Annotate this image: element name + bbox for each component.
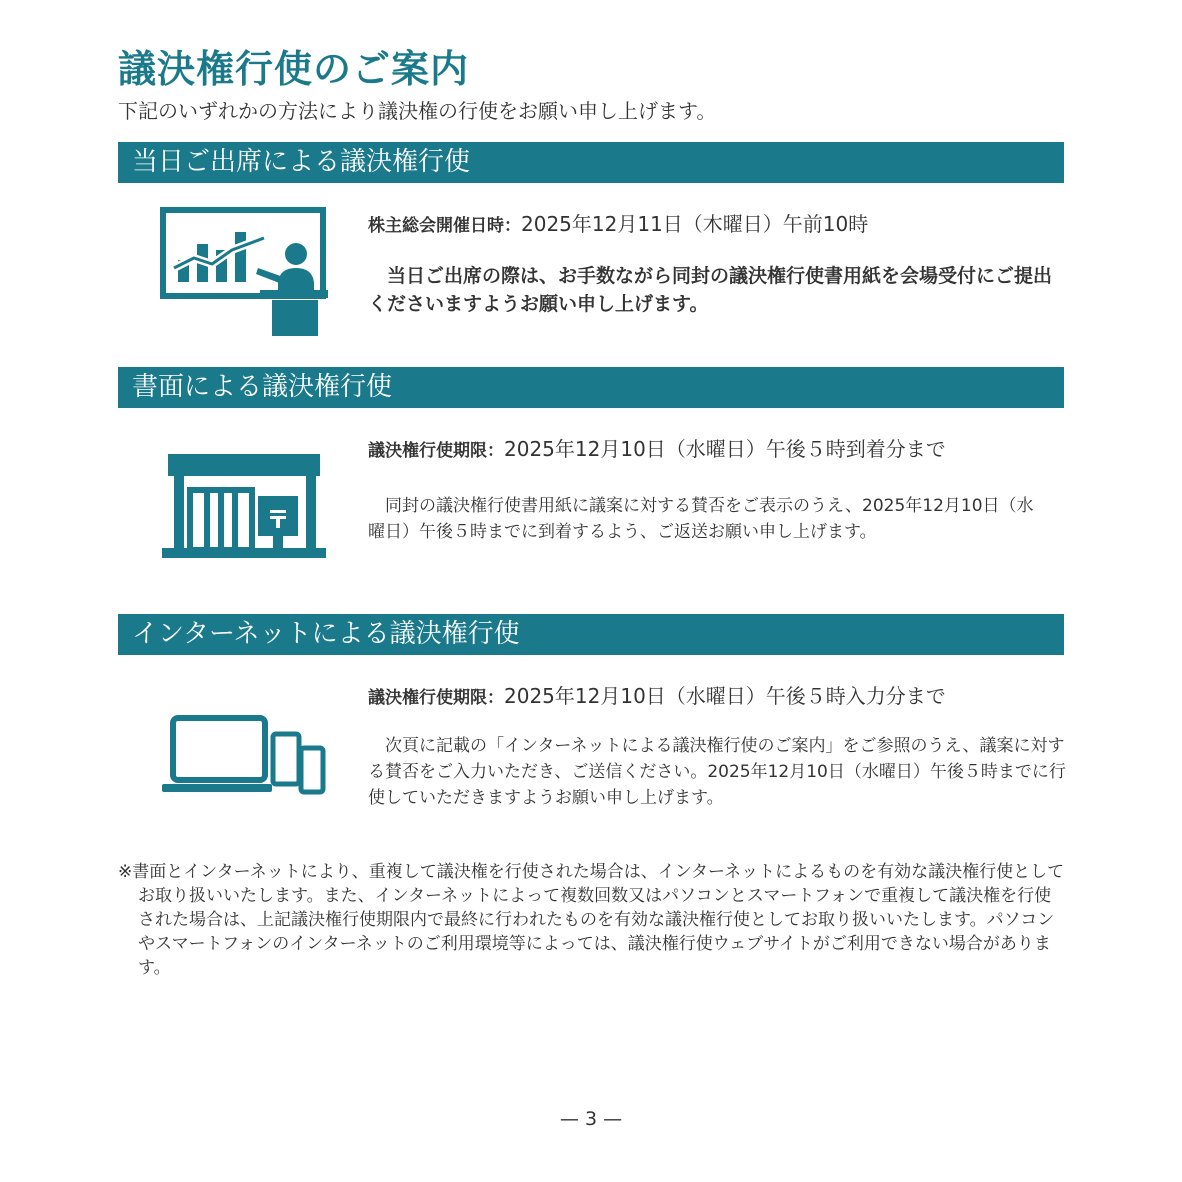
meeting-datetime bbox=[368, 208, 868, 237]
internet-deadline bbox=[368, 680, 946, 709]
section-heading-mail: 書面による議決権行使 bbox=[118, 367, 1064, 408]
mail-deadline bbox=[368, 433, 946, 462]
page-number: — 3 — bbox=[559, 1108, 623, 1130]
mail-deadline-value: 2025年12月10日（水曜日）午後５時到着分まで bbox=[504, 437, 946, 461]
section-heading-attendance: 当日ご出席による議決権行使 bbox=[118, 142, 1064, 183]
presentation-icon bbox=[160, 206, 332, 338]
mail-deadline-label: 議決権行使期限： bbox=[368, 441, 504, 461]
page-subtitle: 下記のいずれかの方法により議決権の行使をお願い申し上げます。 bbox=[118, 99, 717, 123]
internet-deadline-value: 2025年12月10日（水曜日）午後５時入力分まで bbox=[504, 684, 946, 708]
post-office-icon bbox=[160, 452, 328, 562]
devices-icon bbox=[160, 712, 330, 796]
section-heading-internet: インターネットによる議決権行使 bbox=[118, 614, 1064, 655]
duplicate-voting-note: ※書面とインターネットにより、重複して議決権を行使された場合は、インターネットによるものを有効な議決権行使としてお取り扱いいたします。また、インターネットによって複数回数又はパソコンとスマートフォンで重複して議決権を行使された場合は、上記議決権行使期限内で最終に行われたものを有効な議決権行使としてお取り扱いいたします。パソコンやスマートフォンのインターネットのご利用環境等によっては、議決権行使ウェブサイトがご利用できない場合があります。 bbox=[118, 862, 1065, 978]
mail-body: 同封の議決権行使書用紙に議案に対する賛否をご表示のうえ、2025年12月10日（水曜日）午後５時までに到着するよう、ご返送お願い申し上げます。 bbox=[368, 496, 1034, 542]
meeting-datetime-value: 2025年12月11日（木曜日）午前10時 bbox=[521, 212, 869, 236]
page-title: 議決権行使のご案内 bbox=[118, 47, 470, 91]
meeting-datetime-label: 株主総会開催日時： bbox=[368, 216, 521, 236]
internet-body: 次頁に記載の「インターネットによる議決権行使のご案内」をご参照のうえ、議案に対する賛否をご入力いただき、ご送信ください。2025年12月10日（水曜日）午後５時までに行使していただきますようお願い申し上げます。 bbox=[368, 736, 1066, 808]
internet-deadline-label: 議決権行使期限： bbox=[368, 688, 504, 708]
attendance-body: 当日ご出席の際は、お手数ながら同封の議決権行使書用紙を会場受付にご提出くださいますようお願い申し上げます。 bbox=[368, 265, 1053, 315]
